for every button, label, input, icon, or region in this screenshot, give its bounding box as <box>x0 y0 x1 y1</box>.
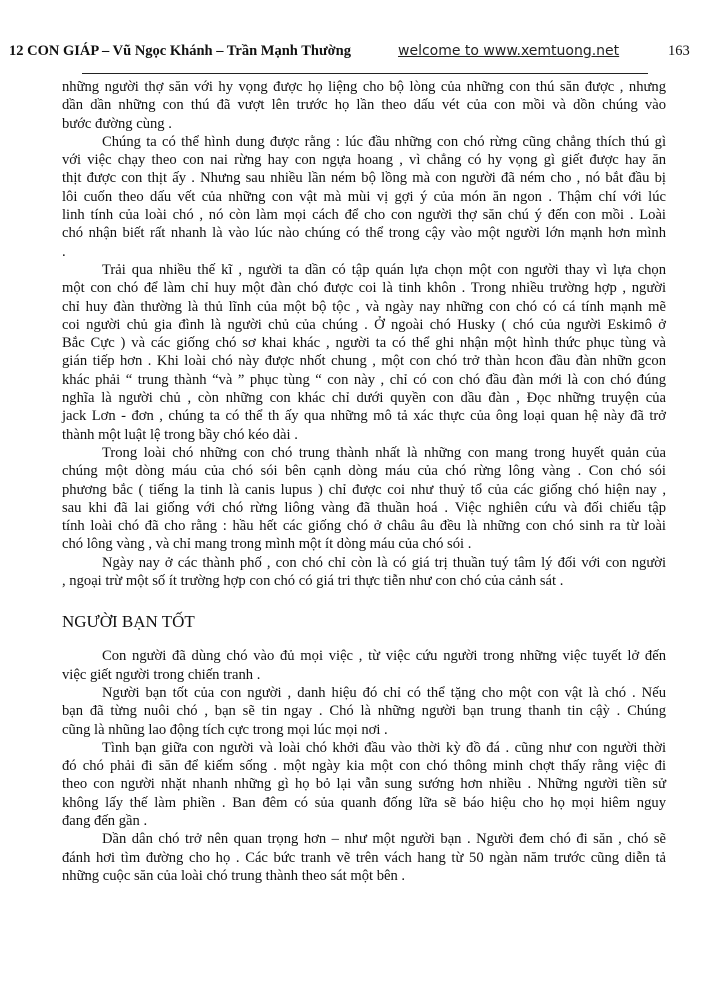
text-line: jack Lơn - đơn , chúng ta có thể th ấy qua những mô tả xác thực của ông loại quan hệ này đã trở <box>62 408 666 425</box>
paragraph <box>62 78 666 133</box>
section-heading: NGƯỜI BẠN TỐT <box>62 612 195 632</box>
text-line: Con người đã dùng chó vào đủ mọi việc , từ việc cứu người trong những việc tuyết lở đến <box>102 648 666 665</box>
header-rule <box>82 73 648 74</box>
text-line: đó chó phải đi săn để kiếm sống . một ngày kia một con chó thông minh chợt thấy rằng việc đi <box>62 758 666 775</box>
text-line: sau khi đã lai giống với chó rừng liông vàng đã thuần hoá . Việc nghiên cứu và đối chiếu tập <box>62 499 666 516</box>
text-line: Tình bạn giữa con người và loài chó khởi đầu vào thời kỳ đồ đá . cũng như con người thời <box>102 739 666 756</box>
text-line: chỉ huy đàn thường là thủ lĩnh của một bộ tộc , và ngày nay những con chó có cá tính mạnh mẽ <box>62 298 666 315</box>
text-line: không lấy thế làm phiền . Ban đêm có sủa quanh đống lữa sẽ báo hiệu cho họ mọi hiêm nguy <box>62 794 666 811</box>
text-line: Dần dân chó trở nên quan trọng hơn – như một người bạn . Người đem chó đi săn , chó sẽ <box>102 831 666 848</box>
section-1 <box>62 78 666 590</box>
paragraph <box>62 133 666 261</box>
text-line: thành một luật lệ trong bầy chó kéo dài . <box>62 426 298 443</box>
text-line: Ngày nay ở các thành phố , con chó chỉ còn là có giá trị thuần tuý tâm lý đối với con người <box>102 554 666 571</box>
page-body <box>62 78 666 885</box>
text-line: một con chó để làm chỉ huy một đàn chó được coi là tinh khôn . Trong nhiều trường hợp , người <box>62 280 666 297</box>
text-line: những người thợ săn với hy vọng được họ liệng cho bộ lòng của những con thú săn được , nhưng <box>62 79 666 95</box>
text-line: , ngoại trừ một số ít trường hợp con chó có giá tri thực tiễn như con chó của cảnh sát . <box>62 573 564 590</box>
text-line: tính loài chó đã cho rằng : hầu hết các giống chó ở châu âu đều là những con chó sinh ra từ loài <box>62 518 666 535</box>
book-title: 12 CON GIÁP – Vũ Ngọc Khánh – Trần Mạnh Thường <box>9 43 351 59</box>
paragraph <box>62 684 666 739</box>
text-line: Trong loài chó những con chó trung thành nhất là những con mang trong huyết quản của <box>102 444 666 461</box>
page-number: 163 <box>668 43 690 59</box>
text-line: Người bạn tốt của con người , danh hiệu đó chỉ có thể tặng cho một con vật là chó . Nếu <box>102 684 666 701</box>
text-line: chó lông vàng , và chỉ mang trong mình một ít dòng máu của chó sói . <box>62 536 472 553</box>
text-line: những cuộc săn của loài chó trung thành theo sát một bên . <box>62 867 406 884</box>
text-line: bạn đã từng nuôi chó , bạn sẽ tin ngay . Chó là những người bạn trung thanh tin cậỳ . Chúng <box>62 703 666 720</box>
text-line: chó nhận biết rất nhanh là vào lúc nào chúng có thể trong cậy vào một người lớn mạnh hơn mình <box>62 225 666 242</box>
text-line: Chúng ta có thể hình dung được rằng : lúc đầu những con chó rừng cũng chẳng thích thú gì <box>102 133 666 150</box>
paragraph <box>62 830 666 885</box>
text-line: đang đến gần . <box>62 812 148 829</box>
text-line: đánh hơi tìm đường cho họ . Các bức tranh vẽ trên vách hang từ 50 ngàn năm trước cũng diễn tả <box>62 849 666 866</box>
text-line: phương bắc ( tiếng la tinh là canis lupus ) chỉ được coi như thuỷ tổ của các giống chó hiện nay , <box>62 481 666 498</box>
text-line: linh tính của loài chó , nó còn làm mọi cách để cho con người thợ săn chú ý đến con mồi . Loài <box>62 207 666 224</box>
page-header <box>0 43 702 63</box>
text-line: nghĩa là người chủ , còn những con khác chỉ dưới quyền con dầu đàn , Đọc những truyện của <box>62 390 666 407</box>
text-line: lôi cuốn theo dấu vết của những con vật mà mùi vị gợi ý của món ăn ngon . Thậm chí với lúc <box>62 188 666 205</box>
paragraph <box>62 444 666 554</box>
paragraph <box>62 739 666 830</box>
text-line: coi người chủ gia đình là người chủ của chúng . Ở ngoài chó Husky ( chó của người Eskimô ở <box>62 316 666 333</box>
text-line: với việc chạy theo con nai rừng hay con ngựa hoang , vì chẳng có hy vọng gì giết được hay ăn <box>62 152 666 169</box>
text-line: Bắc Cực ) và các giống chó sơ khai khác , người ta có thể ghi nhận một hình thức phục tùng và <box>62 335 666 352</box>
paragraph <box>62 261 666 444</box>
text-line: theo con người nhặt nhanh những gì họ bỏ lại vẫn sung sướng hơn nhiều . Những người tiền sử <box>62 776 666 793</box>
text-line: thịt được con thịt ấy . Nhưng sau nhiều lần ném bộ lồng mà con người đã ném cho , nó bắt đầu bị <box>62 170 666 187</box>
paragraph <box>62 554 666 591</box>
text-line: khác phải “ trung thành “và ” phục tùng “ con này , chỉ có con chó đầu đàn mới là con chó đúng <box>62 371 666 388</box>
section-2 <box>62 647 666 885</box>
text-line: bước đường cùng . <box>62 115 172 132</box>
website-link[interactable]: welcome to www.xemtuong.net <box>398 43 620 59</box>
paragraph <box>62 647 666 684</box>
text-line: việc giết người trong chiến tranh . <box>62 666 261 683</box>
text-line: . <box>62 243 66 260</box>
text-line: dần dần những con thú đã vượt lên trước họ lần theo dấu vét của con mồi và dồn chúng vào <box>62 97 666 114</box>
text-line: Trải qua nhiều thế kĩ , người ta dần có tập quán lựa chọn một con người thay vì lựa chọn <box>102 261 666 278</box>
text-line: cũng là nhũng lao động tích cực trong mọi lúc mọi nơi . <box>62 721 388 738</box>
text-line: gián tiếp hơn . Khi loài chó này được nhốt chung , một con chó trở thàn hcon đầu đàn nhữn gcon <box>62 353 666 370</box>
text-line: chúng một dòng máu của chó sói bên cạnh dòng máu của chó rừng lông vàng . Con chó sói <box>62 463 666 480</box>
